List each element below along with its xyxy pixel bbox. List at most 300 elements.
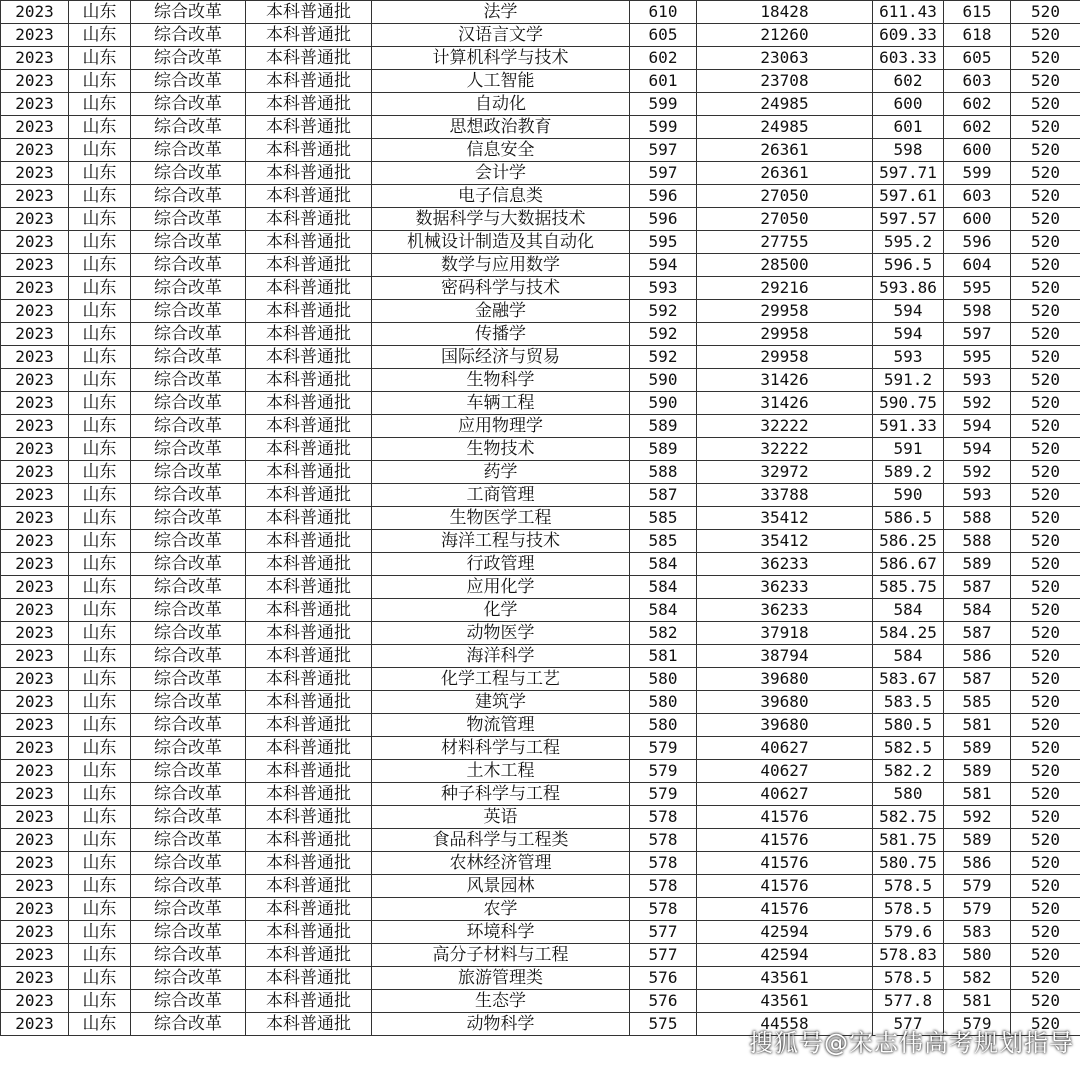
control-line-cell: 520 bbox=[1011, 576, 1080, 599]
table-row bbox=[1, 852, 1080, 875]
major-cell: 国际经济与贸易 bbox=[372, 346, 630, 369]
year-cell: 2023 bbox=[1, 300, 69, 323]
min-rank-cell: 39680 bbox=[697, 714, 873, 737]
batch-cell: 本科普通批 bbox=[246, 185, 372, 208]
batch-cell: 本科普通批 bbox=[246, 162, 372, 185]
control-line-cell: 520 bbox=[1011, 668, 1080, 691]
min-score-cell: 590 bbox=[630, 369, 697, 392]
year-cell: 2023 bbox=[1, 392, 69, 415]
max-score-cell: 589 bbox=[944, 553, 1011, 576]
province-cell: 山东 bbox=[69, 599, 131, 622]
province-cell: 山东 bbox=[69, 967, 131, 990]
max-score-cell: 581 bbox=[944, 783, 1011, 806]
min-score-cell: 592 bbox=[630, 346, 697, 369]
category-cell: 综合改革 bbox=[131, 898, 246, 921]
min-rank-cell: 23063 bbox=[697, 47, 873, 70]
batch-cell: 本科普通批 bbox=[246, 668, 372, 691]
year-cell: 2023 bbox=[1, 898, 69, 921]
avg-score-cell: 603.33 bbox=[873, 47, 944, 70]
batch-cell: 本科普通批 bbox=[246, 829, 372, 852]
year-cell: 2023 bbox=[1, 967, 69, 990]
min-rank-cell: 36233 bbox=[697, 576, 873, 599]
avg-score-cell: 593 bbox=[873, 346, 944, 369]
min-rank-cell: 37918 bbox=[697, 622, 873, 645]
min-score-cell: 577 bbox=[630, 944, 697, 967]
control-line-cell: 520 bbox=[1011, 645, 1080, 668]
min-rank-cell: 41576 bbox=[697, 806, 873, 829]
batch-cell: 本科普通批 bbox=[246, 760, 372, 783]
major-cell: 旅游管理类 bbox=[372, 967, 630, 990]
min-score-cell: 587 bbox=[630, 484, 697, 507]
year-cell: 2023 bbox=[1, 1013, 69, 1036]
avg-score-cell: 583.67 bbox=[873, 668, 944, 691]
major-cell: 土木工程 bbox=[372, 760, 630, 783]
category-cell: 综合改革 bbox=[131, 185, 246, 208]
avg-score-cell: 578.5 bbox=[873, 875, 944, 898]
province-cell: 山东 bbox=[69, 898, 131, 921]
avg-score-cell: 590 bbox=[873, 484, 944, 507]
table-row bbox=[1, 714, 1080, 737]
batch-cell: 本科普通批 bbox=[246, 783, 372, 806]
max-score-cell: 595 bbox=[944, 277, 1011, 300]
major-cell: 化学工程与工艺 bbox=[372, 668, 630, 691]
table-row bbox=[1, 162, 1080, 185]
batch-cell: 本科普通批 bbox=[246, 47, 372, 70]
min-rank-cell: 36233 bbox=[697, 553, 873, 576]
year-cell: 2023 bbox=[1, 944, 69, 967]
avg-score-cell: 593.86 bbox=[873, 277, 944, 300]
year-cell: 2023 bbox=[1, 507, 69, 530]
category-cell: 综合改革 bbox=[131, 24, 246, 47]
control-line-cell: 520 bbox=[1011, 438, 1080, 461]
min-rank-cell: 43561 bbox=[697, 990, 873, 1013]
province-cell: 山东 bbox=[69, 484, 131, 507]
major-cell: 电子信息类 bbox=[372, 185, 630, 208]
province-cell: 山东 bbox=[69, 162, 131, 185]
avg-score-cell: 595.2 bbox=[873, 231, 944, 254]
province-cell: 山东 bbox=[69, 760, 131, 783]
province-cell: 山东 bbox=[69, 645, 131, 668]
major-cell: 应用物理学 bbox=[372, 415, 630, 438]
avg-score-cell: 602 bbox=[873, 70, 944, 93]
year-cell: 2023 bbox=[1, 829, 69, 852]
year-cell: 2023 bbox=[1, 346, 69, 369]
min-score-cell: 578 bbox=[630, 875, 697, 898]
table-row bbox=[1, 24, 1080, 47]
province-cell: 山东 bbox=[69, 622, 131, 645]
year-cell: 2023 bbox=[1, 806, 69, 829]
batch-cell: 本科普通批 bbox=[246, 415, 372, 438]
avg-score-cell: 597.61 bbox=[873, 185, 944, 208]
year-cell: 2023 bbox=[1, 576, 69, 599]
year-cell: 2023 bbox=[1, 1, 69, 24]
avg-score-cell: 584.25 bbox=[873, 622, 944, 645]
min-score-cell: 581 bbox=[630, 645, 697, 668]
major-cell: 农学 bbox=[372, 898, 630, 921]
table-row bbox=[1, 93, 1080, 116]
year-cell: 2023 bbox=[1, 369, 69, 392]
control-line-cell: 520 bbox=[1011, 852, 1080, 875]
avg-score-cell: 591.2 bbox=[873, 369, 944, 392]
table-row bbox=[1, 875, 1080, 898]
major-cell: 会计学 bbox=[372, 162, 630, 185]
batch-cell: 本科普通批 bbox=[246, 369, 372, 392]
year-cell: 2023 bbox=[1, 553, 69, 576]
year-cell: 2023 bbox=[1, 139, 69, 162]
major-cell: 物流管理 bbox=[372, 714, 630, 737]
max-score-cell: 602 bbox=[944, 93, 1011, 116]
category-cell: 综合改革 bbox=[131, 714, 246, 737]
category-cell: 综合改革 bbox=[131, 576, 246, 599]
category-cell: 综合改革 bbox=[131, 507, 246, 530]
max-score-cell: 600 bbox=[944, 139, 1011, 162]
min-rank-cell: 32222 bbox=[697, 438, 873, 461]
major-cell: 生物技术 bbox=[372, 438, 630, 461]
category-cell: 综合改革 bbox=[131, 254, 246, 277]
province-cell: 山东 bbox=[69, 921, 131, 944]
min-score-cell: 589 bbox=[630, 438, 697, 461]
batch-cell: 本科普通批 bbox=[246, 898, 372, 921]
province-cell: 山东 bbox=[69, 93, 131, 116]
table-body bbox=[1, 1, 1080, 1036]
avg-score-cell: 583.5 bbox=[873, 691, 944, 714]
min-score-cell: 589 bbox=[630, 415, 697, 438]
batch-cell: 本科普通批 bbox=[246, 346, 372, 369]
major-cell: 生物科学 bbox=[372, 369, 630, 392]
province-cell: 山东 bbox=[69, 507, 131, 530]
control-line-cell: 520 bbox=[1011, 231, 1080, 254]
province-cell: 山东 bbox=[69, 714, 131, 737]
control-line-cell: 520 bbox=[1011, 714, 1080, 737]
max-score-cell: 600 bbox=[944, 208, 1011, 231]
category-cell: 综合改革 bbox=[131, 852, 246, 875]
table-row bbox=[1, 231, 1080, 254]
max-score-cell: 596 bbox=[944, 231, 1011, 254]
batch-cell: 本科普通批 bbox=[246, 70, 372, 93]
min-rank-cell: 23708 bbox=[697, 70, 873, 93]
year-cell: 2023 bbox=[1, 415, 69, 438]
min-score-cell: 595 bbox=[630, 231, 697, 254]
control-line-cell: 520 bbox=[1011, 1, 1080, 24]
category-cell: 综合改革 bbox=[131, 484, 246, 507]
avg-score-cell: 597.57 bbox=[873, 208, 944, 231]
year-cell: 2023 bbox=[1, 185, 69, 208]
min-score-cell: 576 bbox=[630, 990, 697, 1013]
max-score-cell: 586 bbox=[944, 852, 1011, 875]
category-cell: 综合改革 bbox=[131, 1013, 246, 1036]
table-row bbox=[1, 47, 1080, 70]
max-score-cell: 602 bbox=[944, 116, 1011, 139]
avg-score-cell: 584 bbox=[873, 599, 944, 622]
max-score-cell: 592 bbox=[944, 461, 1011, 484]
table-row bbox=[1, 668, 1080, 691]
category-cell: 综合改革 bbox=[131, 208, 246, 231]
year-cell: 2023 bbox=[1, 231, 69, 254]
avg-score-cell: 577.8 bbox=[873, 990, 944, 1013]
min-score-cell: 579 bbox=[630, 760, 697, 783]
avg-score-cell: 600 bbox=[873, 93, 944, 116]
year-cell: 2023 bbox=[1, 875, 69, 898]
province-cell: 山东 bbox=[69, 944, 131, 967]
control-line-cell: 520 bbox=[1011, 185, 1080, 208]
major-cell: 金融学 bbox=[372, 300, 630, 323]
max-score-cell: 587 bbox=[944, 668, 1011, 691]
province-cell: 山东 bbox=[69, 737, 131, 760]
batch-cell: 本科普通批 bbox=[246, 438, 372, 461]
min-score-cell: 592 bbox=[630, 323, 697, 346]
min-rank-cell: 36233 bbox=[697, 599, 873, 622]
control-line-cell: 520 bbox=[1011, 507, 1080, 530]
min-rank-cell: 33788 bbox=[697, 484, 873, 507]
control-line-cell: 520 bbox=[1011, 93, 1080, 116]
major-cell: 动物科学 bbox=[372, 1013, 630, 1036]
category-cell: 综合改革 bbox=[131, 47, 246, 70]
table-row bbox=[1, 921, 1080, 944]
table-row bbox=[1, 783, 1080, 806]
table-row bbox=[1, 484, 1080, 507]
control-line-cell: 520 bbox=[1011, 24, 1080, 47]
control-line-cell: 520 bbox=[1011, 737, 1080, 760]
batch-cell: 本科普通批 bbox=[246, 530, 372, 553]
min-rank-cell: 18428 bbox=[697, 1, 873, 24]
major-cell: 动物医学 bbox=[372, 622, 630, 645]
major-cell: 人工智能 bbox=[372, 70, 630, 93]
min-rank-cell: 21260 bbox=[697, 24, 873, 47]
max-score-cell: 595 bbox=[944, 346, 1011, 369]
category-cell: 综合改革 bbox=[131, 277, 246, 300]
major-cell: 种子科学与工程 bbox=[372, 783, 630, 806]
avg-score-cell: 579.6 bbox=[873, 921, 944, 944]
batch-cell: 本科普通批 bbox=[246, 990, 372, 1013]
category-cell: 综合改革 bbox=[131, 875, 246, 898]
min-score-cell: 578 bbox=[630, 806, 697, 829]
province-cell: 山东 bbox=[69, 438, 131, 461]
year-cell: 2023 bbox=[1, 783, 69, 806]
year-cell: 2023 bbox=[1, 990, 69, 1013]
min-score-cell: 580 bbox=[630, 691, 697, 714]
category-cell: 综合改革 bbox=[131, 116, 246, 139]
control-line-cell: 520 bbox=[1011, 461, 1080, 484]
major-cell: 海洋科学 bbox=[372, 645, 630, 668]
year-cell: 2023 bbox=[1, 70, 69, 93]
major-cell: 风景园林 bbox=[372, 875, 630, 898]
max-score-cell: 586 bbox=[944, 645, 1011, 668]
table-row bbox=[1, 185, 1080, 208]
control-line-cell: 520 bbox=[1011, 599, 1080, 622]
province-cell: 山东 bbox=[69, 875, 131, 898]
year-cell: 2023 bbox=[1, 714, 69, 737]
max-score-cell: 603 bbox=[944, 185, 1011, 208]
major-cell: 车辆工程 bbox=[372, 392, 630, 415]
year-cell: 2023 bbox=[1, 461, 69, 484]
batch-cell: 本科普通批 bbox=[246, 806, 372, 829]
max-score-cell: 615 bbox=[944, 1, 1011, 24]
min-rank-cell: 43561 bbox=[697, 967, 873, 990]
min-score-cell: 588 bbox=[630, 461, 697, 484]
avg-score-cell: 601 bbox=[873, 116, 944, 139]
batch-cell: 本科普通批 bbox=[246, 553, 372, 576]
control-line-cell: 520 bbox=[1011, 829, 1080, 852]
year-cell: 2023 bbox=[1, 116, 69, 139]
min-score-cell: 580 bbox=[630, 668, 697, 691]
table-row bbox=[1, 208, 1080, 231]
avg-score-cell: 596.5 bbox=[873, 254, 944, 277]
table-row bbox=[1, 415, 1080, 438]
min-score-cell: 578 bbox=[630, 898, 697, 921]
avg-score-cell: 580.75 bbox=[873, 852, 944, 875]
province-cell: 山东 bbox=[69, 415, 131, 438]
category-cell: 综合改革 bbox=[131, 323, 246, 346]
min-rank-cell: 26361 bbox=[697, 139, 873, 162]
category-cell: 综合改革 bbox=[131, 691, 246, 714]
major-cell: 材料科学与工程 bbox=[372, 737, 630, 760]
max-score-cell: 618 bbox=[944, 24, 1011, 47]
table-row bbox=[1, 622, 1080, 645]
control-line-cell: 520 bbox=[1011, 990, 1080, 1013]
min-score-cell: 584 bbox=[630, 599, 697, 622]
batch-cell: 本科普通批 bbox=[246, 737, 372, 760]
category-cell: 综合改革 bbox=[131, 369, 246, 392]
min-rank-cell: 39680 bbox=[697, 691, 873, 714]
province-cell: 山东 bbox=[69, 990, 131, 1013]
control-line-cell: 520 bbox=[1011, 484, 1080, 507]
min-rank-cell: 35412 bbox=[697, 507, 873, 530]
avg-score-cell: 598 bbox=[873, 139, 944, 162]
year-cell: 2023 bbox=[1, 645, 69, 668]
max-score-cell: 579 bbox=[944, 875, 1011, 898]
category-cell: 综合改革 bbox=[131, 760, 246, 783]
max-score-cell: 593 bbox=[944, 369, 1011, 392]
year-cell: 2023 bbox=[1, 323, 69, 346]
avg-score-cell: 578.5 bbox=[873, 898, 944, 921]
major-cell: 计算机科学与技术 bbox=[372, 47, 630, 70]
min-rank-cell: 41576 bbox=[697, 898, 873, 921]
max-score-cell: 593 bbox=[944, 484, 1011, 507]
batch-cell: 本科普通批 bbox=[246, 208, 372, 231]
min-score-cell: 601 bbox=[630, 70, 697, 93]
control-line-cell: 520 bbox=[1011, 70, 1080, 93]
min-rank-cell: 39680 bbox=[697, 668, 873, 691]
avg-score-cell: 586.5 bbox=[873, 507, 944, 530]
province-cell: 山东 bbox=[69, 277, 131, 300]
min-rank-cell: 24985 bbox=[697, 93, 873, 116]
control-line-cell: 520 bbox=[1011, 415, 1080, 438]
batch-cell: 本科普通批 bbox=[246, 1013, 372, 1036]
min-rank-cell: 40627 bbox=[697, 737, 873, 760]
table-row bbox=[1, 507, 1080, 530]
avg-score-cell: 609.33 bbox=[873, 24, 944, 47]
category-cell: 综合改革 bbox=[131, 944, 246, 967]
control-line-cell: 520 bbox=[1011, 691, 1080, 714]
category-cell: 综合改革 bbox=[131, 990, 246, 1013]
control-line-cell: 520 bbox=[1011, 622, 1080, 645]
watermark-text: 搜狐号@宋志伟高考规划指导 bbox=[749, 1029, 1074, 1057]
table-row bbox=[1, 944, 1080, 967]
table-row bbox=[1, 300, 1080, 323]
max-score-cell: 581 bbox=[944, 714, 1011, 737]
province-cell: 山东 bbox=[69, 323, 131, 346]
category-cell: 综合改革 bbox=[131, 599, 246, 622]
max-score-cell: 587 bbox=[944, 622, 1011, 645]
category-cell: 综合改革 bbox=[131, 162, 246, 185]
major-cell: 建筑学 bbox=[372, 691, 630, 714]
category-cell: 综合改革 bbox=[131, 300, 246, 323]
year-cell: 2023 bbox=[1, 599, 69, 622]
avg-score-cell: 586.67 bbox=[873, 553, 944, 576]
max-score-cell: 583 bbox=[944, 921, 1011, 944]
min-score-cell: 610 bbox=[630, 1, 697, 24]
batch-cell: 本科普通批 bbox=[246, 24, 372, 47]
table-row bbox=[1, 530, 1080, 553]
max-score-cell: 582 bbox=[944, 967, 1011, 990]
major-cell: 生态学 bbox=[372, 990, 630, 1013]
major-cell: 数据科学与大数据技术 bbox=[372, 208, 630, 231]
major-cell: 农林经济管理 bbox=[372, 852, 630, 875]
major-cell: 汉语言文学 bbox=[372, 24, 630, 47]
control-line-cell: 520 bbox=[1011, 875, 1080, 898]
batch-cell: 本科普通批 bbox=[246, 852, 372, 875]
batch-cell: 本科普通批 bbox=[246, 714, 372, 737]
category-cell: 综合改革 bbox=[131, 415, 246, 438]
min-rank-cell: 29958 bbox=[697, 300, 873, 323]
min-score-cell: 596 bbox=[630, 208, 697, 231]
province-cell: 山东 bbox=[69, 576, 131, 599]
avg-score-cell: 578.5 bbox=[873, 967, 944, 990]
batch-cell: 本科普通批 bbox=[246, 93, 372, 116]
control-line-cell: 520 bbox=[1011, 944, 1080, 967]
min-score-cell: 597 bbox=[630, 139, 697, 162]
batch-cell: 本科普通批 bbox=[246, 461, 372, 484]
min-rank-cell: 44558 bbox=[697, 1013, 873, 1036]
table-row bbox=[1, 645, 1080, 668]
province-cell: 山东 bbox=[69, 852, 131, 875]
min-score-cell: 585 bbox=[630, 530, 697, 553]
control-line-cell: 520 bbox=[1011, 323, 1080, 346]
max-score-cell: 584 bbox=[944, 599, 1011, 622]
category-cell: 综合改革 bbox=[131, 461, 246, 484]
table-row bbox=[1, 967, 1080, 990]
batch-cell: 本科普通批 bbox=[246, 691, 372, 714]
category-cell: 综合改革 bbox=[131, 967, 246, 990]
year-cell: 2023 bbox=[1, 438, 69, 461]
min-score-cell: 579 bbox=[630, 783, 697, 806]
max-score-cell: 589 bbox=[944, 737, 1011, 760]
min-rank-cell: 27050 bbox=[697, 208, 873, 231]
control-line-cell: 520 bbox=[1011, 553, 1080, 576]
control-line-cell: 520 bbox=[1011, 47, 1080, 70]
category-cell: 综合改革 bbox=[131, 93, 246, 116]
control-line-cell: 520 bbox=[1011, 1013, 1080, 1036]
avg-score-cell: 611.43 bbox=[873, 1, 944, 24]
province-cell: 山东 bbox=[69, 1, 131, 24]
min-rank-cell: 41576 bbox=[697, 829, 873, 852]
table-row bbox=[1, 737, 1080, 760]
avg-score-cell: 582.5 bbox=[873, 737, 944, 760]
batch-cell: 本科普通批 bbox=[246, 300, 372, 323]
min-rank-cell: 40627 bbox=[697, 760, 873, 783]
min-rank-cell: 31426 bbox=[697, 392, 873, 415]
category-cell: 综合改革 bbox=[131, 783, 246, 806]
major-cell: 生物医学工程 bbox=[372, 507, 630, 530]
avg-score-cell: 577 bbox=[873, 1013, 944, 1036]
avg-score-cell: 580 bbox=[873, 783, 944, 806]
min-rank-cell: 29958 bbox=[697, 346, 873, 369]
batch-cell: 本科普通批 bbox=[246, 921, 372, 944]
table-row bbox=[1, 254, 1080, 277]
min-rank-cell: 41576 bbox=[697, 875, 873, 898]
year-cell: 2023 bbox=[1, 530, 69, 553]
category-cell: 综合改革 bbox=[131, 921, 246, 944]
